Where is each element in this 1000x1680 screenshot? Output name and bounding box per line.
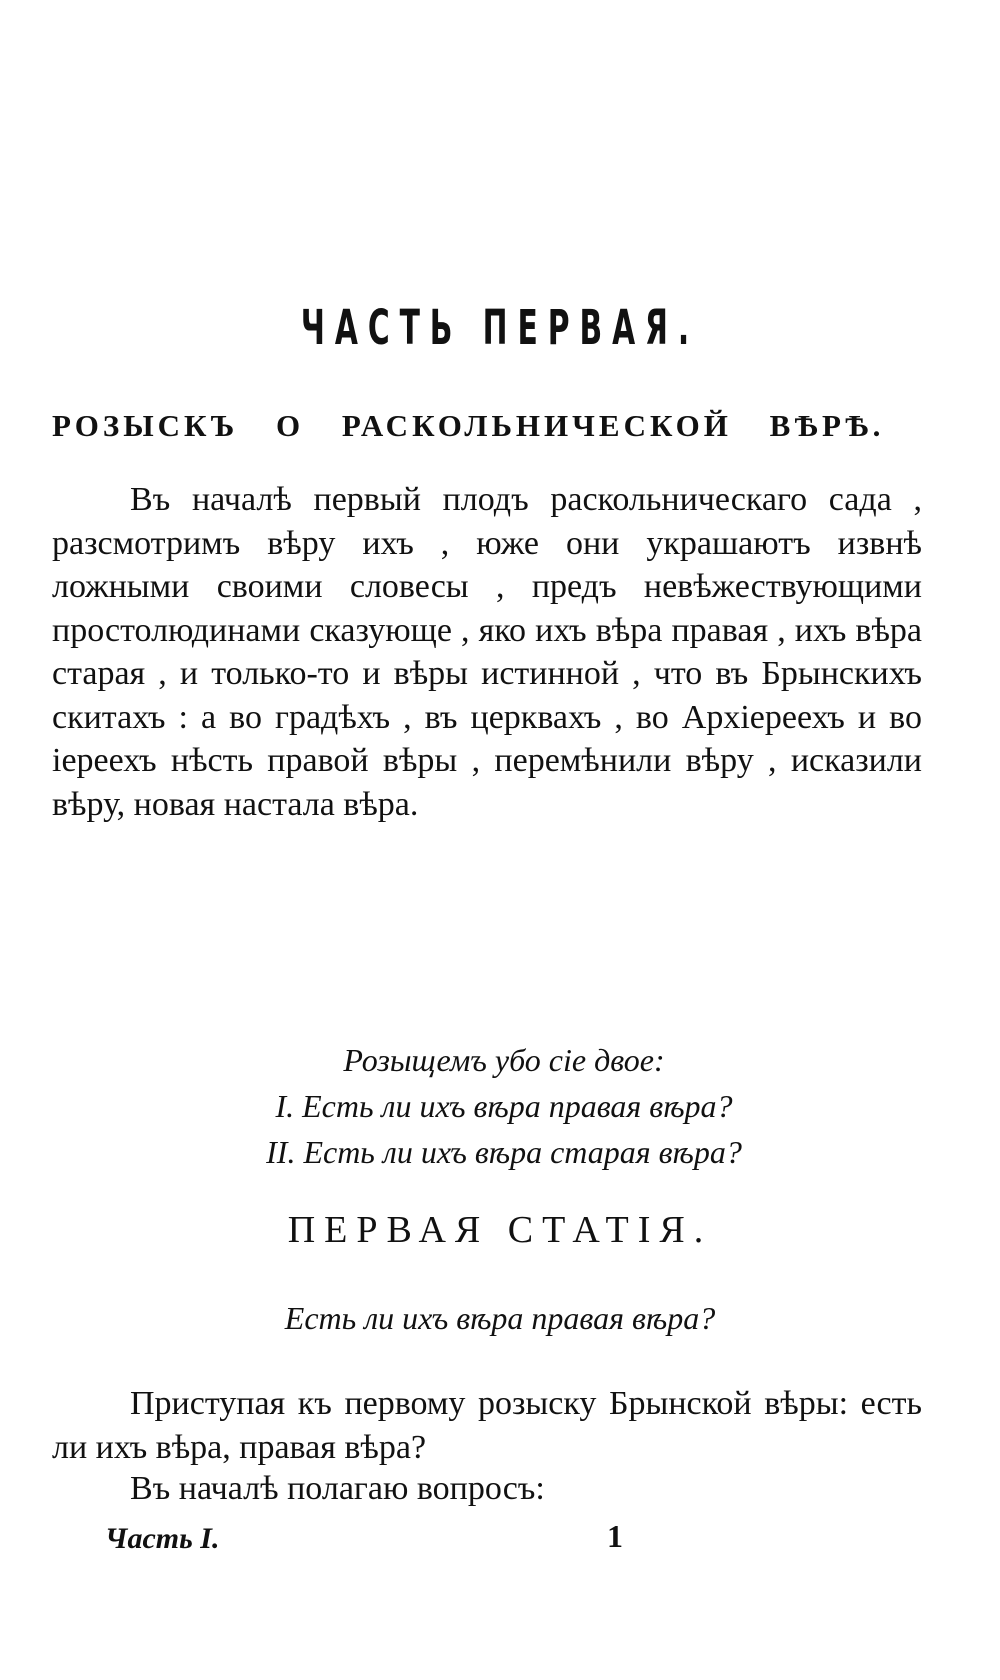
question-2: II. Есть ли ихъ вѣра старая вѣра?: [266, 1134, 742, 1170]
part-title: ЧАСТЬ ПЕРВАЯ.: [300, 300, 700, 356]
article-subtitle: Есть ли ихъ вѣра правая вѣра?: [284, 1300, 716, 1336]
article-title: ПЕРВАЯ СТАТІЯ.: [287, 1209, 713, 1251]
page-number: 1: [607, 1518, 623, 1554]
body-paragraph-3: Въ началѣ полагаю вопросъ:: [130, 1470, 545, 1507]
body-paragraph-2: Приступая къ первому розыску Брынской вѣры: есть ли ихъ вѣра, правая вѣра?: [52, 1385, 922, 1466]
footer-part-label: Часть I.: [105, 1522, 220, 1555]
body-paragraph-1: Въ началѣ первый плодъ раскольническаго сада , разсмотримъ вѣру ихъ , юже они украшаютъ извнѣ ложными своими словесы , предъ невѣжествующими простолюдинами сказующе , яко ихъ вѣра правая , ихъ вѣра старая , и только-то и вѣры истинной , что въ Брынскихъ скитахъ : а во градѣхъ , въ церквахъ , во Архіереехъ и во іереехъ нѣсть правой вѣры , перемѣнили вѣру , исказили вѣру, новая настала вѣра.: [52, 481, 922, 823]
questions-intro: Розыщемъ убо сіе двое:: [343, 1042, 665, 1078]
question-1: I. Есть ли ихъ вѣра правая вѣра?: [275, 1088, 733, 1124]
section-heading: РОЗЫСКЪ О РАСКОЛЬНИЧЕСКОЙ ВѢРѢ.: [52, 408, 885, 443]
